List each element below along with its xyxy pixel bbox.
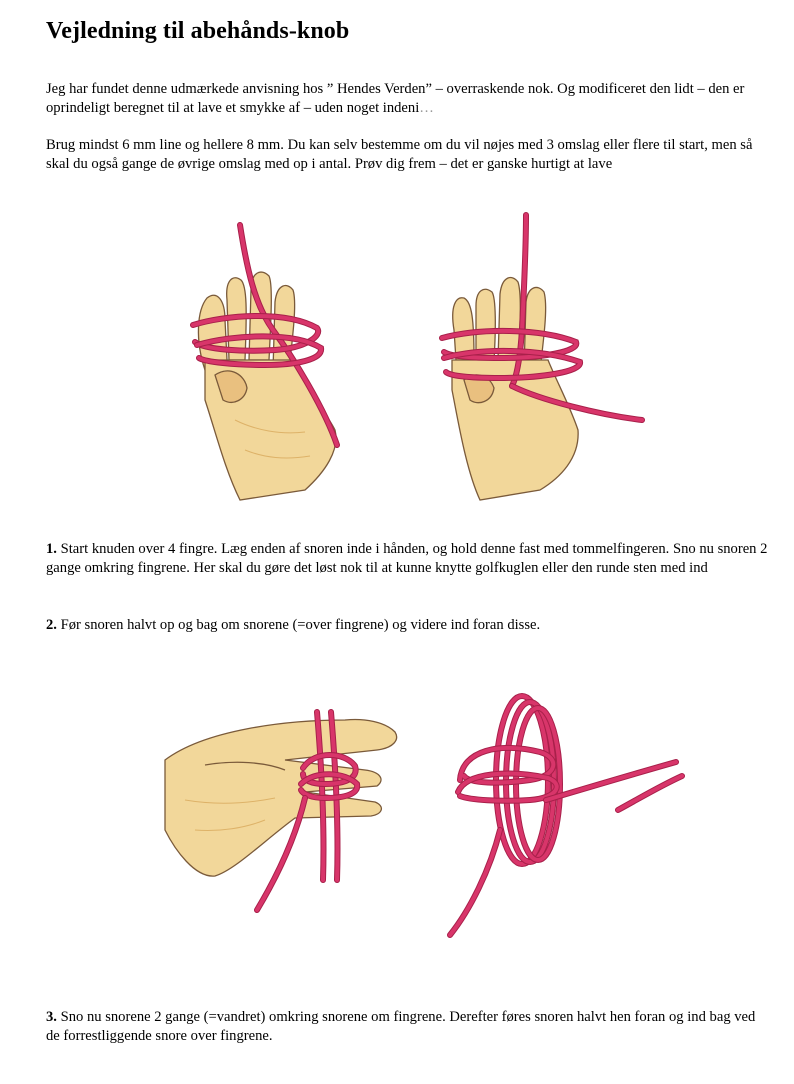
intro-paragraph-2: Brug mindst 6 mm line og hellere 8 mm. Du kan selv bestemme om du vil nøjes med 3 omslag eller flere til start, men så skal du også gange de øvrige omslag med op i antal. Prøv dig frem – det er ganske hurtigt at lave [46,137,753,172]
intro-ellipsis: … [419,99,434,116]
step-3-number: 3. [46,1009,57,1025]
step-1 [46,540,768,577]
intro-text-1: Jeg har fundet denne udmærkede anvisning hos ” Hendes Verden” – overraskende nok. Og modificeret den lidt – den er oprindeligt beregnet til at lave et smykke af – uden noget indeni [46,81,745,116]
page-title: Vejledning til abehånds-knob [46,18,350,44]
intro-paragraph-1 [46,80,768,117]
step-2 [46,616,768,635]
step-1-text: Start knuden over 4 fingre. Læg enden af snoren inde i hånden, og hold denne fast med tommelfingeren. Sno nu snoren 2 gange omkring fingrene. Her skal du gøre det løst nok til at kunne knytte golfkuglen eller den runde sten med ind [46,541,768,576]
figure-step2-hand-over [430,210,650,510]
figure-step3-loose-knot [430,680,690,940]
step-2-text: Før snoren halvt op og bag om snorene (=over fingrene) og videre ind foran disse. [56,617,541,633]
figure-step3-hand-horizontal [145,680,415,930]
step-2-number: 2. [46,617,57,633]
step-3-text: Sno nu snorene 2 gange (=vandret) omkring snorene om fingrene. Derefter føres snoren halvt hen foran og ind bag ved de forrestliggende snore over fingrene. [46,1009,756,1044]
step-3 [46,1008,768,1045]
step-1-number: 1. [46,541,57,557]
figure-step1-hand-wraps [185,210,370,510]
